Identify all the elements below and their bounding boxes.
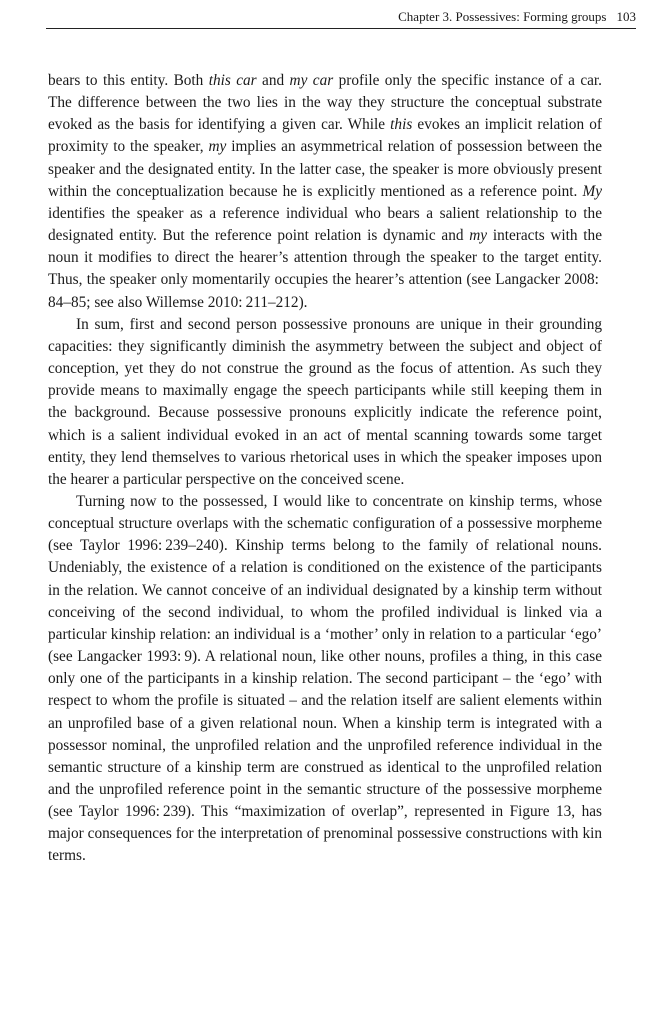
- text-segment: and: [256, 72, 290, 89]
- italic-term: my: [469, 227, 488, 245]
- text-segment: Turning now to the possessed, I would like to concentrate on kinship terms, whose conceptual structure overlaps with the schematic configuration of a possessive morpheme (see Taylor 1996: 239–240). Kinship terms belong to the family of relational nouns. Undeniably, the existence of a relation is conditioned on the existence of the participants in the relation. We cannot conceive of an individual designated by a kinship term without conceiving of the second individual, to whom the profiled individual is linked via a particular kinship relation: an individual is a ‘mother’ only in relation to a particular ‘ego’ (see Langacker 1993: 9). A relational noun, like other nouns, profiles a thing, in this case only one of the participants in a kinship relation. The second participant – the ‘ego’ with respect to whom the profile is situated – and the relation itself are salient elements within an unprofiled base of a given relational noun. When a kinship term is integrated with a possessor nominal, the unprofiled relation and the unprofiled reference individual in the semantic structure of a kinship term are construed as identical to the unprofiled relation and the unprofiled reference point in the semantic structure of the possessive morpheme (see Taylor 1996: 239). This “maximization of overlap”, represented in Figure 13, has major consequences for the interpretation of prenominal possessive constructions with kin terms.: [48, 492, 602, 865]
- chapter-title: Chapter 3. Possessives: Forming groups: [398, 9, 607, 24]
- running-head: [46, 6, 636, 29]
- italic-term: this: [390, 116, 413, 134]
- italic-term: this car: [208, 72, 257, 89]
- text-segment: implies an asymmetrical relation of possession between the speaker and the designated entity. In the latter case, the speaker is more obviously present within the conceptualization because he is explicitly mentioned as a reference point.: [48, 138, 602, 200]
- page-number: 103: [616, 9, 636, 24]
- text-segment: bears to this entity. Both: [48, 72, 209, 89]
- italic-term: my: [208, 138, 227, 156]
- body-text: [48, 70, 602, 868]
- paragraph-2: [48, 314, 602, 491]
- italic-term: My: [582, 182, 602, 200]
- italic-term: my car: [289, 72, 334, 89]
- paragraph-3: [48, 491, 602, 868]
- text-segment: evokes an implicit relation of proximity to the speaker,: [48, 116, 602, 156]
- text-segment: In sum, first and second person possessive pronouns are unique in their grounding capacities: they significantly diminish the asymmetry between the subject and object of conception, yet they do not construe the ground as the focus of attention. As such they provide means to maximally engage the speech participants while still keeping them in the background. Because possessive pronouns explicitly indicate the reference point, which is a salient individual evoked in an act of mental scanning towards some target entity, they lend themselves to various rhetorical uses in which the speaker imposes upon the hearer a particular perspective on the conceived scene.: [48, 315, 602, 488]
- text-segment: interacts with the noun it modifies to direct the hearer’s attention through the speaker to the target entity. Thus, the speaker only momentarily occupies the hearer’s attention (see Langacker 2008: 84–85; see also Willemse 2010: 211–212).: [48, 227, 603, 311]
- text-segment: profile only the specific instance of a car. The difference between the two lies in the way they structure the conceptual substrate evoked as the basis for identifying a given car. While: [48, 72, 602, 134]
- paragraph-1: [48, 70, 602, 314]
- text-segment: identifies the speaker as a reference individual who bears a salient relationship to the designated entity. But the reference point relation is dynamic and: [48, 204, 602, 245]
